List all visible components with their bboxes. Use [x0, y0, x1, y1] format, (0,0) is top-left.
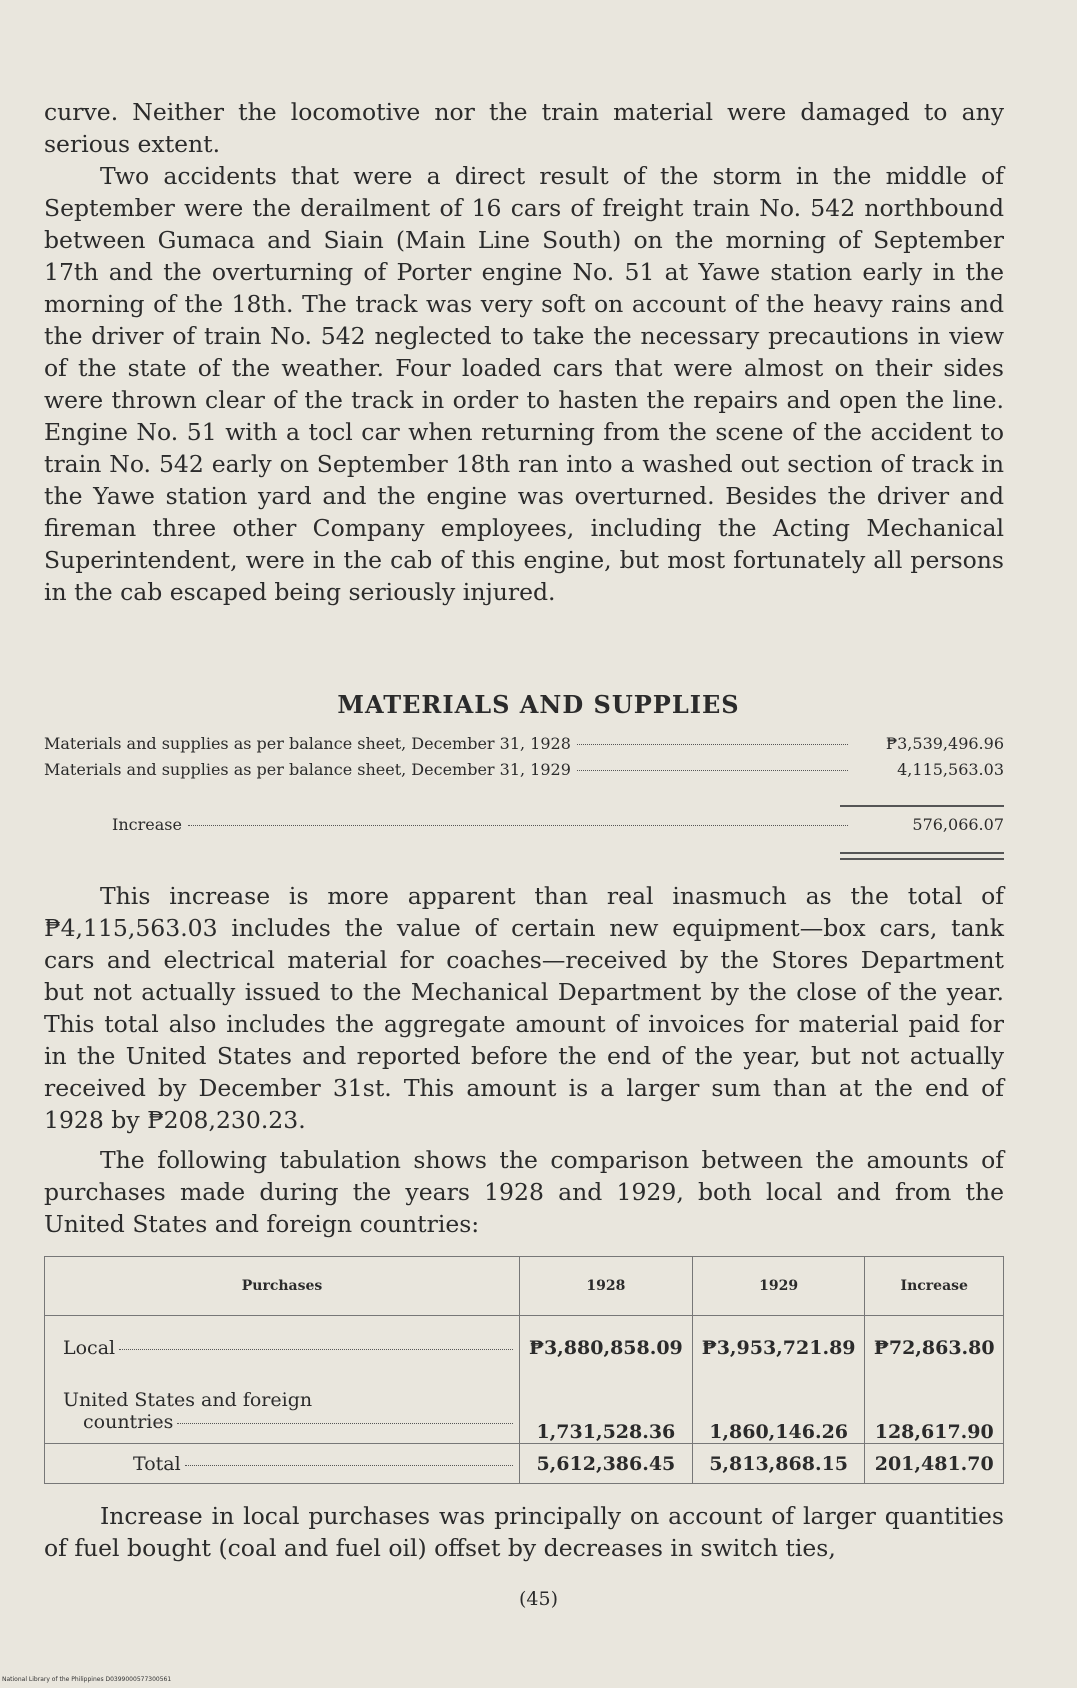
paragraph-local-increase: Increase in local purchases was principally on account of larger quantities of fuel bought (coal and fuel oil) offset by decreases in switch ties,: [44, 1502, 1004, 1562]
foreign-1928: 1,731,528.36: [520, 1380, 693, 1444]
balance-label-1928: Materials and supplies as per balance sheet, December 31, 1928: [44, 734, 571, 753]
local-increase: ₱72,863.80: [865, 1316, 1004, 1380]
sum-rule: [840, 805, 1004, 807]
balance-amount-1929: 4,115,563.03: [897, 760, 1004, 779]
foreign-1929: 1,860,146.26: [692, 1380, 865, 1444]
row-label-local: [45, 1316, 520, 1380]
local-1928: ₱3,880,858.09: [520, 1316, 693, 1380]
header-1928: 1928: [520, 1257, 693, 1316]
row-label-total: [45, 1444, 520, 1484]
dot-leader: [185, 1465, 513, 1466]
paragraph-accidents: Two accidents that were a direct result of the storm in the middle of September were the derailment of 16 cars of freight train No. 542 northbound between Gumaca and Siain (Main Line South) on the morning of September 17th and the overturning of Porter engine No. 51 at Yawe station early in the morning of the 18th. The track was very soft on account of the heavy rains and the driver of train No. 542 neglected to take the necessary precautions in view of the state of the weather. Four loaded cars that were almost on their sides were thrown clear of the track in order to hasten the repairs and open the line. Engine No. 51 with a tocl car when returning from the scene of the accident to train No. 542 early on September 18th ran into a washed out section of track in the Yawe station yard and the engine was overturned. Besides the driver and fireman three other Company employees, including the Acting Mechanical Superintendent, were in the cab of this engine, but most fortunately all persons in the cab escaped being seriously injured.: [44, 162, 1004, 606]
paragraph-storm-intro: curve. Neither the locomotive nor the train material were damaged to any serious extent.: [44, 98, 1004, 158]
local-1929: ₱3,953,721.89: [692, 1316, 865, 1380]
total-1929: 5,813,868.15: [692, 1444, 865, 1484]
header-purchases: Purchases: [45, 1257, 520, 1316]
balance-row-increase: [112, 815, 1004, 839]
balance-row-1928: [44, 734, 1004, 758]
dot-leader: [188, 825, 848, 826]
row-label-local-text: Local: [63, 1336, 116, 1359]
dot-leader: [177, 1423, 513, 1424]
dot-leader: [577, 770, 848, 771]
table-header-row: [45, 1257, 1004, 1316]
row-label-foreign: [45, 1380, 520, 1444]
double-rule-top: [840, 852, 1004, 854]
paragraph-increase-explanation: This increase is more apparent than real inasmuch as the total of ₱4,115,563.03 includes the value of certain new equipment—box cars, tank cars and electrical material for coaches—received by the Stores Department but not actually issued to the Mechanical Department by the close of the year. This total also includes the aggregate amount of invoices for material paid for in the United States and reported before the end of the year, but not actually received by December 31st. This amount is a larger sum than at the end of 1928 by ₱208,230.23.: [44, 882, 1004, 1134]
section-heading: MATERIALS AND SUPPLIES: [337, 690, 740, 719]
page-number: (45): [518, 1588, 558, 1610]
balance-label-1929: Materials and supplies as per balance sheet, December 31, 1929: [44, 760, 571, 779]
total-increase: 201,481.70: [865, 1444, 1004, 1484]
purchases-table: [44, 1256, 1004, 1484]
paragraph-tabulation-intro: The following tabulation shows the comparison between the amounts of purchases made during the years 1928 and 1929, both local and from the United States and foreign countries:: [44, 1146, 1004, 1238]
balance-amount-1928: ₱3,539,496.96: [885, 734, 1004, 753]
row-label-foreign-line1: United States and foreign: [63, 1389, 313, 1412]
double-rule-bottom: [840, 858, 1004, 860]
balance-row-1929: [44, 760, 1004, 784]
foreign-increase: 128,617.90: [865, 1380, 1004, 1444]
table-row-local: [45, 1316, 1004, 1380]
increase-label: Increase: [112, 815, 182, 834]
total-1928: 5,612,386.45: [520, 1444, 693, 1484]
table-row-total: [45, 1444, 1004, 1484]
dot-leader: [119, 1349, 513, 1350]
row-label-total-text: Total: [133, 1452, 181, 1475]
dot-leader: [577, 744, 848, 745]
scan-footer: National Library of the Philippines D0399000577300561: [2, 1676, 172, 1683]
table-row-foreign: [45, 1380, 1004, 1444]
header-1929: 1929: [692, 1257, 865, 1316]
header-increase: Increase: [865, 1257, 1004, 1316]
row-label-foreign-line2: countries: [83, 1411, 174, 1434]
increase-amount: 576,066.07: [912, 815, 1004, 834]
